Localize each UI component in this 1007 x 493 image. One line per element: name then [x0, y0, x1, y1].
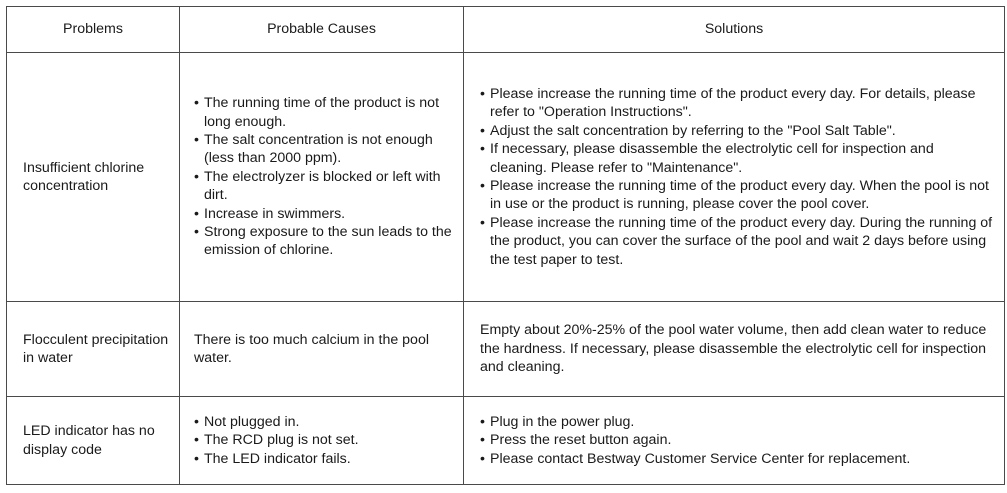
- problem-text: Flocculent precipitation in water: [23, 331, 169, 366]
- list-item: • Please contact Bestway Customer Service Center for replacement.: [480, 450, 911, 467]
- header-probable-causes: Probable Causes: [180, 7, 464, 53]
- problem-cell: [7, 53, 180, 302]
- bullet-icon: •: [194, 224, 199, 241]
- header-problems: Problems: [7, 7, 180, 53]
- list-item: • The LED indicator fails.: [194, 450, 351, 467]
- causes-cell: [180, 397, 464, 485]
- troubleshooting-document: [6, 6, 1005, 485]
- problem-text: LED indicator has no display code: [23, 423, 155, 458]
- table-row: [7, 53, 1005, 302]
- header-row: [7, 7, 1005, 53]
- list-item: • The salt concentration is not enough (less than 2000 ppm).: [194, 131, 433, 167]
- bullet-icon: •: [480, 178, 485, 194]
- solutions-list: [480, 413, 994, 468]
- list-item: • Please increase the running time of the product every day. During the running of the product, you can cover the surface of the pool and wait 2 days before using the test paper to test.: [480, 214, 993, 268]
- bullet-icon: •: [194, 205, 199, 222]
- bullet-icon: •: [194, 450, 199, 467]
- list-item: • Please increase the running time of the product every day. When the pool is not in use or the product is running, please cover the pool cover.: [480, 178, 989, 213]
- list-item: • The RCD plug is not set.: [194, 432, 359, 449]
- table-row: [7, 302, 1005, 397]
- causes-list: [194, 94, 453, 260]
- bullet-icon: •: [480, 432, 485, 449]
- bullet-icon: •: [194, 131, 199, 148]
- bullet-icon: •: [480, 450, 485, 467]
- list-item: • If necessary, please disassemble the electrolytic cell for inspection and cleaning. Please refer to "Maintenance".: [480, 141, 934, 176]
- problem-cell: [7, 302, 180, 397]
- bullet-icon: •: [480, 85, 485, 102]
- cause-text: There is too much calcium in the pool water.: [194, 331, 429, 366]
- solution-text: Empty about 20%-25% of the pool water volume, then add clean water to reduce the hardness. If necessary, please disassemble the electrolytic cell for inspection and cleaning.: [480, 322, 987, 376]
- bullet-icon: •: [480, 413, 485, 430]
- list-item: • Strong exposure to the sun leads to the emission of chlorine.: [194, 224, 452, 259]
- causes-cell: [180, 302, 464, 397]
- list-item: • Not plugged in.: [194, 413, 300, 430]
- bullet-icon: •: [480, 141, 485, 158]
- troubleshooting-table: [6, 6, 1005, 485]
- list-item: • Adjust the salt concentration by referring to the "Pool Salt Table".: [480, 122, 896, 139]
- list-item: • The electrolyzer is blocked or left with dirt.: [194, 168, 441, 204]
- causes-list: [194, 413, 453, 468]
- table-row: [7, 397, 1005, 485]
- problem-text: Insufficient chlorine concentration: [23, 159, 145, 194]
- list-item: • Plug in the power plug.: [480, 413, 635, 430]
- problem-cell: [7, 397, 180, 485]
- bullet-icon: •: [194, 432, 199, 449]
- list-item: • Please increase the running time of the product every day. For details, please refer to "Operation Instructions".: [480, 85, 976, 121]
- causes-cell: [180, 53, 464, 302]
- solutions-cell: [464, 302, 1005, 397]
- bullet-icon: •: [194, 95, 199, 112]
- bullet-icon: •: [480, 214, 485, 231]
- solutions-cell: [464, 397, 1005, 485]
- solutions-cell: [464, 53, 1005, 302]
- list-item: • Increase in swimmers.: [194, 205, 346, 222]
- list-item: • Press the reset button again.: [480, 432, 672, 449]
- bullet-icon: •: [194, 168, 199, 185]
- bullet-icon: •: [194, 413, 199, 430]
- bullet-icon: •: [480, 122, 485, 139]
- list-item: • The running time of the product is not long enough.: [194, 95, 440, 130]
- header-solutions: Solutions: [464, 7, 1005, 53]
- solutions-list: [480, 85, 994, 269]
